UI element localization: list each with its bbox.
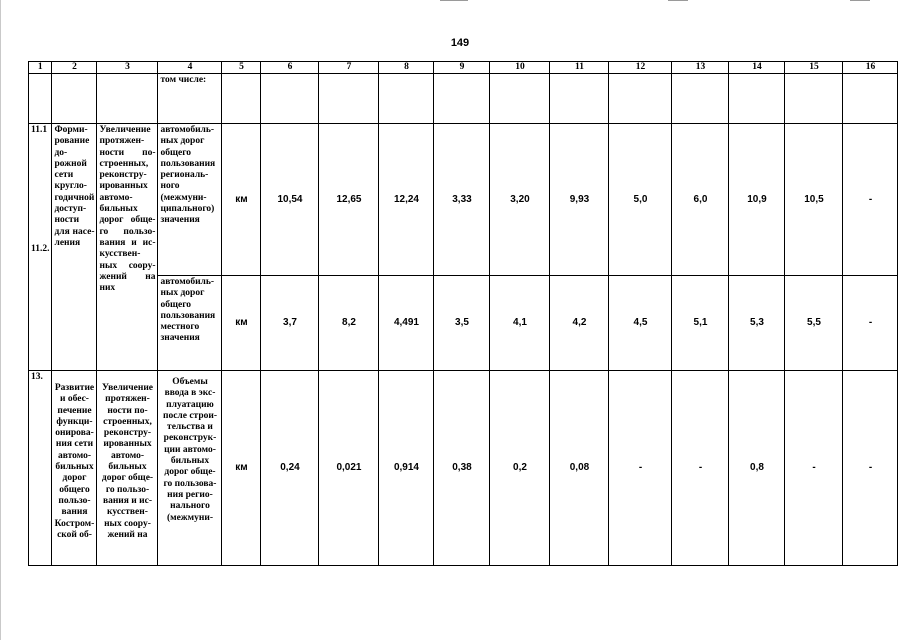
- value-cell: 3,33: [434, 124, 490, 276]
- value-cell: 0,2: [490, 371, 550, 566]
- value-cell: -: [843, 124, 898, 276]
- value-cell: 3,5: [434, 276, 490, 371]
- table-row: [29, 276, 898, 371]
- header-cell: 10: [490, 62, 550, 74]
- value-cell: 0,8: [729, 371, 785, 566]
- value-cell: 6,0: [672, 124, 729, 276]
- header-cell: 14: [729, 62, 785, 74]
- header-cell: 3: [97, 62, 158, 74]
- value-cell: -: [843, 276, 898, 371]
- row-id: 11.2.: [31, 244, 50, 255]
- header-cell: 4: [158, 62, 222, 74]
- value-cell: 4,5: [609, 276, 672, 371]
- unit-cell: км: [222, 124, 261, 276]
- value-cell: 5,5: [785, 276, 843, 371]
- table-row: [29, 74, 898, 124]
- value-cell: 0,08: [550, 371, 609, 566]
- value-cell: 4,491: [379, 276, 434, 371]
- header-cell: 13: [672, 62, 729, 74]
- scan-mark: [850, 0, 870, 1]
- value-cell: -: [843, 371, 898, 566]
- header-cell: 5: [222, 62, 261, 74]
- value-cell: -: [672, 371, 729, 566]
- table-row: [29, 124, 898, 276]
- header-cell: 6: [261, 62, 319, 74]
- row-id-cell: 13.: [29, 371, 52, 566]
- indicator-cell: автомобиль-ных дорог общего пользования региональ-ного (межмуни-ципального) значения: [158, 124, 222, 276]
- value-cell: 9,93: [550, 124, 609, 276]
- scan-mark: [440, 0, 468, 1]
- value-cell: 4,1: [490, 276, 550, 371]
- page-number: 149: [450, 37, 470, 49]
- value-cell: 10,54: [261, 124, 319, 276]
- value-cell: 5,1: [672, 276, 729, 371]
- header-cell: 9: [434, 62, 490, 74]
- header-cell: 15: [785, 62, 843, 74]
- row-id-cell: [29, 124, 52, 371]
- header-cell: 1: [29, 62, 52, 74]
- value-cell: 0,24: [261, 371, 319, 566]
- value-cell: 10,5: [785, 124, 843, 276]
- indicator-cell: автомобиль-ных дорог общего пользования местного значения: [158, 276, 222, 371]
- value-cell: 3,20: [490, 124, 550, 276]
- header-row: [29, 62, 898, 74]
- intro-cell: том числе:: [158, 74, 222, 124]
- header-cell: 12: [609, 62, 672, 74]
- indicator-cell: Объемы ввода в экс-плуатацию после строи-тельства и реконструк-ции автомо-бильных дорог обще-го пользова-ния регио-нального (межмуни-: [158, 371, 222, 566]
- objective-cell: Развитие и обес-печение функци-онирова-ния сети автомо-бильных дорог общего пользо-вания Костром-ской об-: [52, 371, 97, 566]
- task-cell: Увеличение протяжен-ности по-строенных, реконстру-ированных автомо-бильных дорог обще-го пользо-вания и ис-кусствен-ных соору-жений на: [97, 371, 158, 566]
- value-cell: 0,38: [434, 371, 490, 566]
- page-edge: [0, 0, 1, 640]
- value-cell: 4,2: [550, 276, 609, 371]
- objective-cell: Форми-рование до-рожной сети кругло-годичной доступ-ности для насе-ления: [52, 124, 97, 371]
- value-cell: 5,0: [609, 124, 672, 276]
- header-cell: 7: [319, 62, 379, 74]
- value-cell: -: [785, 371, 843, 566]
- value-cell: 5,3: [729, 276, 785, 371]
- value-cell: 10,9: [729, 124, 785, 276]
- unit-cell: км: [222, 276, 261, 371]
- header-cell: 2: [52, 62, 97, 74]
- header-cell: 16: [843, 62, 898, 74]
- value-cell: 0,021: [319, 371, 379, 566]
- value-cell: 8,2: [319, 276, 379, 371]
- value-cell: 0,914: [379, 371, 434, 566]
- scan-mark: [668, 0, 688, 1]
- unit-cell: км: [222, 371, 261, 566]
- task-cell: Увеличение протяжен-ности по-строенных, реконстру-ированных автомо-бильных дорог обще-го пользо-вания и ис-кусствен-ных соору-жений на них: [97, 124, 158, 371]
- value-cell: 12,24: [379, 124, 434, 276]
- header-cell: 11: [550, 62, 609, 74]
- value-cell: -: [609, 371, 672, 566]
- row-id: 11.1: [31, 125, 48, 135]
- value-cell: 12,65: [319, 124, 379, 276]
- table-row: [29, 371, 898, 566]
- header-cell: 8: [379, 62, 434, 74]
- value-cell: 3,7: [261, 276, 319, 371]
- data-table: [28, 61, 898, 566]
